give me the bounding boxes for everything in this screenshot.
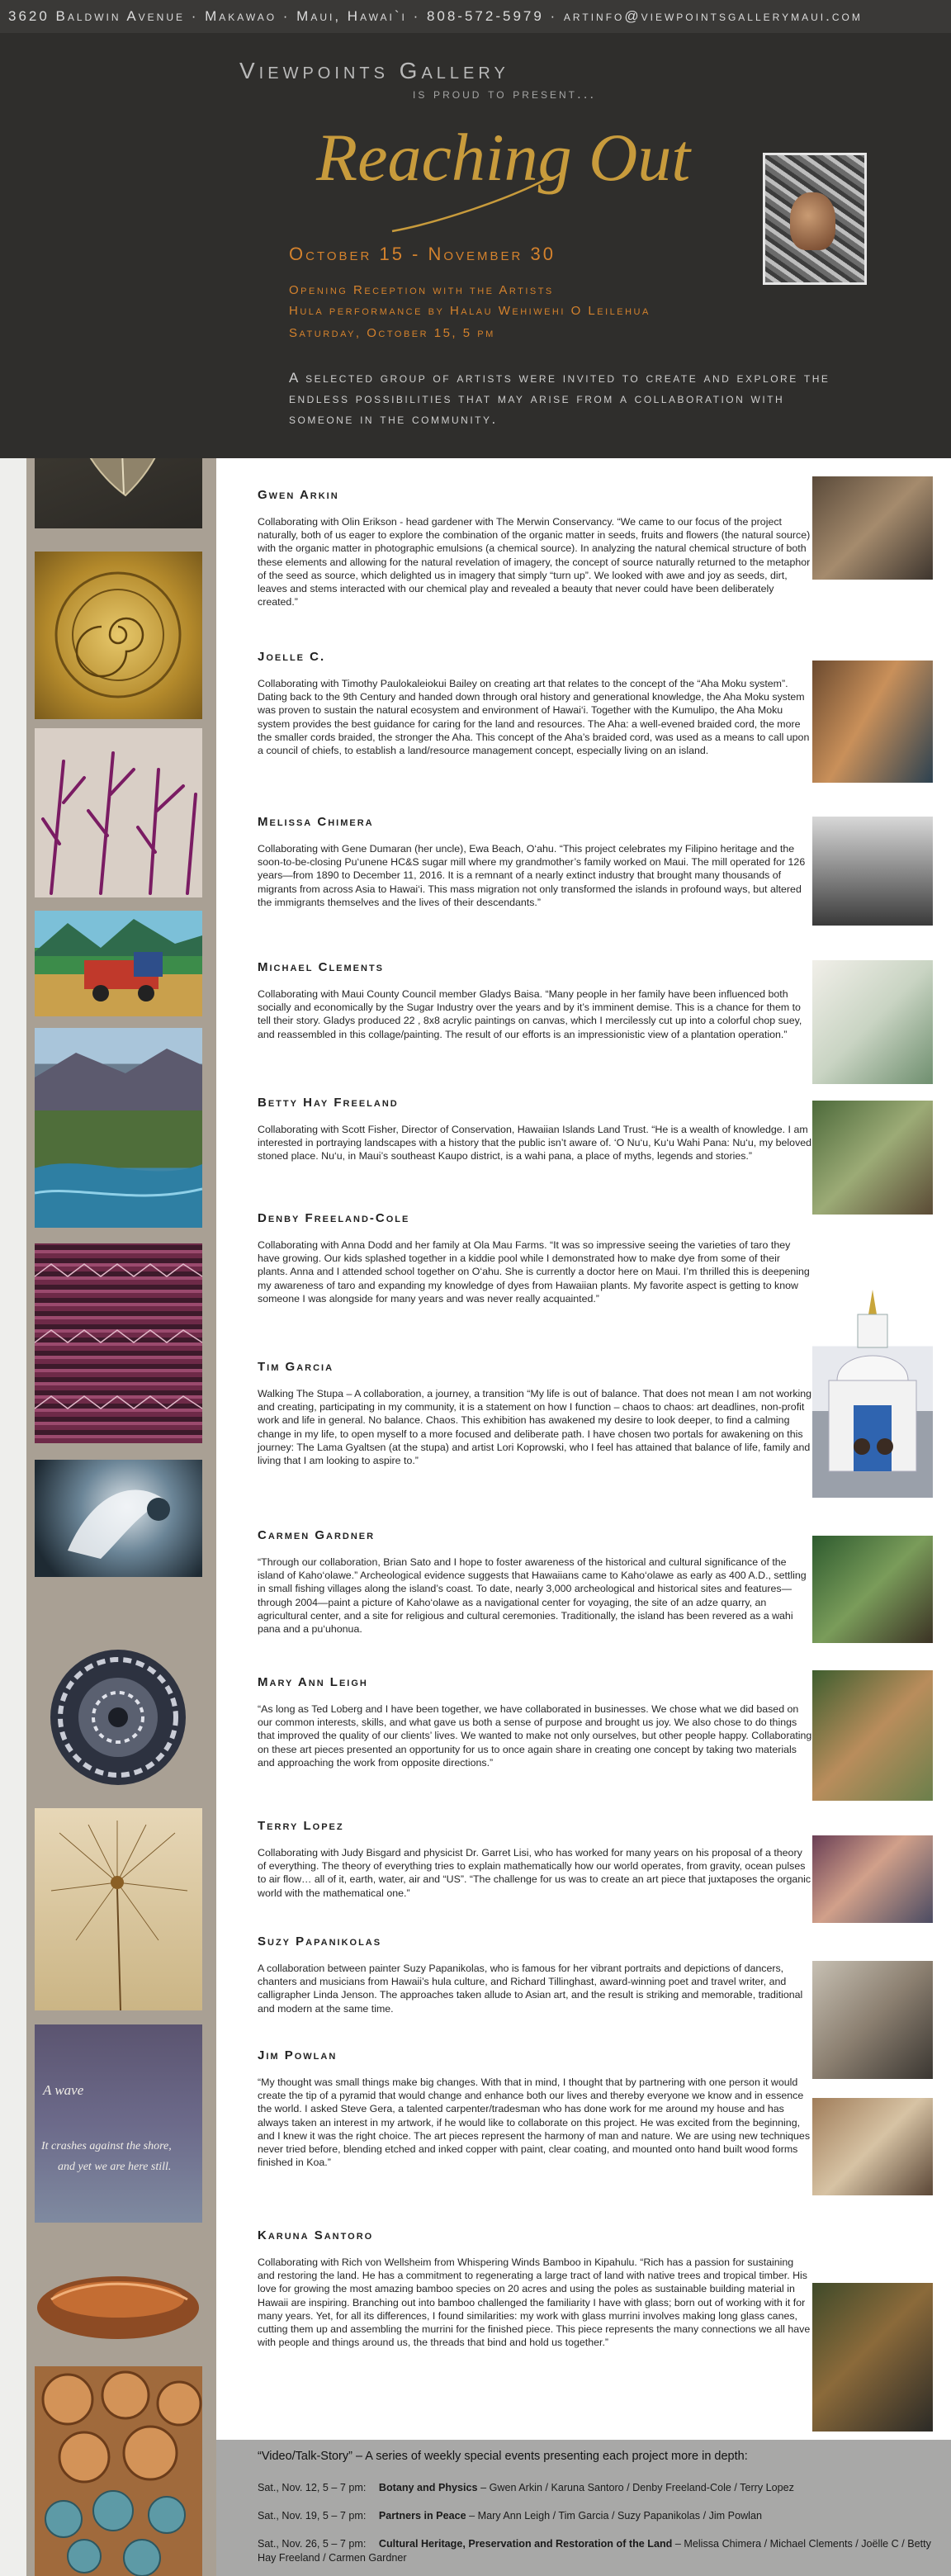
artist-name: Suzy Papanikolas	[258, 1934, 382, 1949]
artist-photo	[812, 1536, 933, 1643]
artist-section	[258, 1934, 812, 2015]
event-date: Sat., Nov. 12, 5 – 7 pm:	[258, 2482, 367, 2493]
artist-section	[258, 1819, 812, 1900]
event-row	[258, 2481, 936, 2495]
artist-section	[258, 815, 812, 909]
event-row	[258, 2537, 936, 2565]
artwork-murrini	[35, 2366, 202, 2576]
copper-bowl-shape	[35, 2262, 202, 2345]
event-artists: – Melissa Chimera / Michael Clements / Joëlle C / Betty Hay Freeland / Carmen Gardner	[258, 2538, 931, 2564]
artist-description: “Through our collaboration, Brian Sato and I hope to foster awareness of the historical and cultural significance of the island of Kaho‘olawe.” Archeological evidence suggests that Hawaiians came to Kaho‘olawe as early as 400 A.D., settling in small fishing villages along the island’s coast. To date, nearly 3,000 archeological and historical sites and features—through 2004—paint a picture of Kaho‘olawe as a navigational center for voyaging, the site of an adze quarry, an agricultural center, and a site for religious and cultural ceremonies. Traditionally, the island has been revered as a wahi pana and a pu‘uhonua.	[258, 1556, 807, 1636]
spiral-shape	[35, 552, 202, 719]
artist-description: Collaborating with Scott Fisher, Director of Conservation, Hawaiian Islands Land Trust. “He is a wealth of knowledge. I am interested in portraying landscapes with a history that the public isn’t aware of. ‘O Nu‘u, Ku‘u Wahi Pana: Nu‘u, my beloved stoned place. Nu‘u, in Maui’s southeast Kaupo district, is a wahi pana, a place of myths, legends and stories.”	[258, 1124, 812, 1163]
artwork-bowl	[35, 1647, 202, 1788]
poem-line-3: and yet we are here still.	[58, 2161, 172, 2173]
truck-shape	[35, 911, 202, 1016]
exhibition-title: Reaching Out	[316, 120, 691, 195]
landscape-shape	[35, 1028, 202, 1228]
poem-line-2: It crashes against the shore,	[41, 2140, 172, 2152]
artist-section	[258, 960, 812, 1041]
artist-photo	[812, 2283, 933, 2432]
poem-line-1: A wave	[43, 2082, 84, 2098]
artist-description: Collaborating with Olin Erikson - head gardener with The Merwin Conservancy. “We came to our focus of the project naturally, both of us eager to explore the combination of the organic matter in seeds, fruits and flowers (the natural source) with the organic matter in photographic emulsions (a chemical source). In analyzing the natural chemical structure of both these elements and allowing for the natural revelation of imagery, the concept of source naturally returned to the metaphor of the seed as source, which delighted us in imagery that simply “turn up”. We looked with awe and joy as seeds, dirt, leaves and stems interacted with our chemical play and revealed a beauty that never could have been deliberately created.”	[258, 516, 811, 608]
textile-pattern	[35, 1243, 202, 1443]
artist-description: “My thought was small things make big changes. With that in mind, I thought that by partnering with one person it would create the tip of a pyramid that would change and enhance both our lives and thereby everyone we know and in essence the world. I asked Steve Gera, a talented carpenter/tradesman who has done work for me around my house and has always taken an interest in my artwork, if he would like to collaborate on this project. He was excited from the beginning, and I knew it was the right choice. The art pieces represent the harmony of man and nature. We are using new techniques never tried before, blending etched and inked copper with paint, clear coating, and mounted onto hand built wood forms finished in Koa.”	[258, 2076, 811, 2169]
artist-photo	[812, 1961, 933, 2079]
event-artists: – Mary Ann Leigh / Tim Garcia / Suzy Papanikolas / Jim Powlan	[469, 2510, 762, 2522]
artwork-branches	[35, 728, 202, 897]
artist-section	[258, 1211, 812, 1305]
exhibition-dates: October 15 - November 30	[289, 244, 556, 264]
event-theme: Botany and Physics	[378, 2482, 478, 2493]
artist-description: Walking The Stupa – A collaboration, a journey, a transition “My life is out of balance. That does not mean I am not working and creating, participating in my community, it is a statement on how I function – chaos to chaos: art deadlines, non-profit work and life in general. No balance. Chaos. This exhibition has awakened my desire to look deeper, to find a calming change in my life, to open myself to a more focused and deliberate path. I have chosen two portals for awakening on this journey: The Lama Gyaltsen (at the stupa) and artist Lori Koprowski, who I feel has attained that balance of life, family and living that I am looking to aspire to.”	[258, 1388, 812, 1467]
artist-section	[258, 1675, 812, 1769]
artist-photo	[812, 1670, 933, 1801]
artist-name: Melissa Chimera	[258, 815, 374, 829]
artist-name: Tim Garcia	[258, 1360, 334, 1374]
artwork-copper-bowl	[35, 2262, 202, 2345]
artist-section	[258, 2048, 812, 2169]
artwork-truck	[35, 911, 202, 1016]
artist-description: A collaboration between painter Suzy Papanikolas, who is famous for her vibrant portraits and depictions of dancers, chanters and musicians from Hawaii’s hula culture, and Richard Tillinghast, award-winning poet and travel writer, and calligrapher Linda Jenson. The approaches taken allude to Asian art, and the result is striking and memorable, traditional and modern at the same time.	[258, 1963, 803, 2015]
artwork-spiral	[35, 552, 202, 719]
header	[0, 33, 951, 458]
stupa-shape	[812, 1281, 933, 1498]
event-theme: Cultural Heritage, Preservation and Restoration of the Land	[378, 2538, 673, 2550]
opening-reception: Opening Reception with the Artists	[289, 283, 554, 297]
events-heading: “Video/Talk-Story” – A series of weekly special events presenting each project more in depth:	[258, 2450, 748, 2463]
artist-name: Karuna Santoro	[258, 2228, 374, 2242]
artist-photo	[812, 817, 933, 926]
title-swoosh	[388, 173, 553, 239]
artist-description: Collaborating with Rich von Wellsheim from Whispering Winds Bamboo in Kipahulu. “Rich has a passion for sustaining and restoring the land. He has a commitment to regenerating a large tract of land with native trees and tropical timber. His love for growing the most amazing bamboo species on 20 acres and using the poles as sustainable building material in Hawaii are inspiring. Branching out into bamboo challenged the familiarity I have with glass; born out of working with it for many years. Yet, for all its differences, I found similarities: my work with glass murrini involves making long glass canes, cutting them up and assembling the murrini for the finished piece. This piece represents the many connections we all have with people and things around us, the threads that bind and hold us together.”	[258, 2256, 811, 2349]
artist-section	[258, 1360, 812, 1467]
artist-photo	[812, 960, 933, 1084]
artist-section	[258, 650, 812, 757]
event-artists: – Gwen Arkin / Karuna Santoro / Denby Freeland-Cole / Terry Lopez	[480, 2482, 794, 2493]
figure-shape	[35, 1460, 202, 1577]
artwork-figure-blue	[35, 1460, 202, 1577]
artist-name: Michael Clements	[258, 960, 384, 974]
artist-name: Terry Lopez	[258, 1819, 344, 1833]
hula-performance: Hula performance by Halau Wehiwehi O Leilehua	[289, 304, 651, 318]
event-date: Sat., Nov. 26, 5 – 7 pm:	[258, 2538, 367, 2550]
event-date: Sat., Nov. 19, 5 – 7 pm:	[258, 2510, 367, 2522]
artist-photo	[812, 1835, 933, 1923]
artist-name: Mary Ann Leigh	[258, 1675, 368, 1689]
branches-shape	[35, 728, 202, 897]
artist-description: Collaborating with Judy Bisgard and physicist Dr. Garret Lisi, who has worked for many years on his proposal of a theory of everything. The theory of everything tries to explain mathematically how our world operates, from gravity, ocean pulses to air flow… all of it, earth, water, air and “US”. “The challenge for us was to create an art piece that juxtaposes the organic world with the mathematical one.”	[258, 1847, 811, 1899]
bowl-shape	[35, 1647, 202, 1788]
artist-section	[258, 1528, 812, 1636]
artist-list	[216, 458, 951, 2440]
proud-to-present: is proud to present...	[413, 86, 597, 102]
artist-section	[258, 1096, 812, 1163]
artist-description: Collaborating with Anna Dodd and her family at Ola Mau Farms. “It was so impressive seeing the varieties of taro they have growing. Our kids splashed together in a kiddie pool while I demonstrated how to make dye from some of their plants. Anna and I attended school together on O‘ahu. She is currently a doctor here on Maui. I’m thrilled this is deepening my awareness of taro and expanding my knowledge of dyes from Hawaiian plants. My favorite aspect is getting to know someone I was alongside for many years and was never really acquainted.”	[258, 1239, 810, 1305]
artist-photo	[812, 476, 933, 580]
artwork-textile	[35, 1243, 202, 1443]
artist-section	[258, 2228, 812, 2349]
artist-name: Joelle C.	[258, 650, 326, 664]
contact-bar: 3620 Baldwin Avenue · Makawao · Maui, Hawai`i · 808-572-5979 · artinfo@viewpointsgallerymaui.com	[0, 0, 951, 33]
artwork-poem	[35, 2024, 202, 2223]
artist-photo	[812, 661, 933, 783]
artist-name: Denby Freeland-Cole	[258, 1211, 410, 1225]
event-theme: Partners in Peace	[378, 2510, 466, 2522]
reception-date: Saturday, October 15, 5 pm	[289, 326, 495, 340]
artist-name: Gwen Arkin	[258, 488, 339, 502]
gallery-name: Viewpoints Gallery	[239, 58, 509, 83]
artist-section	[258, 488, 812, 608]
artwork-landscape	[35, 1028, 202, 1228]
artwork-dandelion	[35, 1808, 202, 2010]
artist-name: Jim Powlan	[258, 2048, 338, 2062]
artist-description: Collaborating with Gene Dumaran (her uncle), Ewa Beach, O‘ahu. “This project celebrates my Filipino heritage and the soon-to-be-closing Pu‘unene HC&S sugar mill where my grandmother’s family worked on Maui. The mill operated for 126 years—from 1890 to December 11, 2016. It is a remnant of a nearly extinct industry that brought many thousands of migrants from across Asia to Hawai‘i. This mass migration not only transformed the islands in profound ways, but altered the immigrants themselves and the lives of their descendants.”	[258, 843, 806, 908]
artist-name: Carmen Gardner	[258, 1528, 376, 1542]
artist-description: Collaborating with Maui County Council member Gladys Baisa. “Many people in her family have been influenced both socially and economically by the Sugar Industry over the years and by it’s imminent demise. This is a chance for them to tell their story. Gladys produced 22 , 8x8 acrylic paintings on canvas, which I mercilessly cut up into a colorful chop suey, and reassembled in this collage/painting. The result of our efforts is an impressionistic view of a plantation operation.”	[258, 988, 802, 1040]
artist-description: “As long as Ted Loberg and I have been together, we have collaborated in businesses. We chose what we did based on our common interests, skills, and what gave us both a sense of purpose and brought us joy. We also chose to do things that improved the quality of our clients’ lives. We wanted to make not only ourselves, but other people happy. Collaborating on these art pieces presented an opportunity for us to once again share in creating one concept by taking two materials and approaching the work from opposite directions.”	[258, 1703, 812, 1769]
dandelion-shape	[35, 1808, 202, 2010]
artist-description: Collaborating with Timothy Paulokaleiokui Bailey on creating art that relates to the concept of the “Aha Moku system”. Dating back to the 9th Century and handed down through oral history and generational knowledge, the Aha Moku system was proven to sustain the natural ecosystem and environment of Hawai‘i. Together with the Kumulipo, the Aha Moku system provides the best guidance for caring for the land and resources. The Aha: a well-evened braided cord, the more the smaller cords braided, the stronger the Aha. This concept of the Aha’s braided cord, was used as a means to call upon a council of chiefs, to establish a land/resource management concept, especially living on an island.	[258, 678, 810, 757]
artist-photo	[812, 1101, 933, 1215]
artist-photo	[812, 1281, 933, 1498]
artist-photo	[812, 2098, 933, 2195]
intro-text: A selected group of artists were invited to create and explore the endless possibilities that may arise from a collaboration with someone in the community.	[289, 370, 830, 427]
event-row	[258, 2509, 936, 2523]
header-hands-image	[763, 153, 867, 285]
events-footer	[216, 2440, 951, 2576]
artist-name: Betty Hay Freeland	[258, 1096, 399, 1110]
murrini-shape	[35, 2366, 202, 2576]
